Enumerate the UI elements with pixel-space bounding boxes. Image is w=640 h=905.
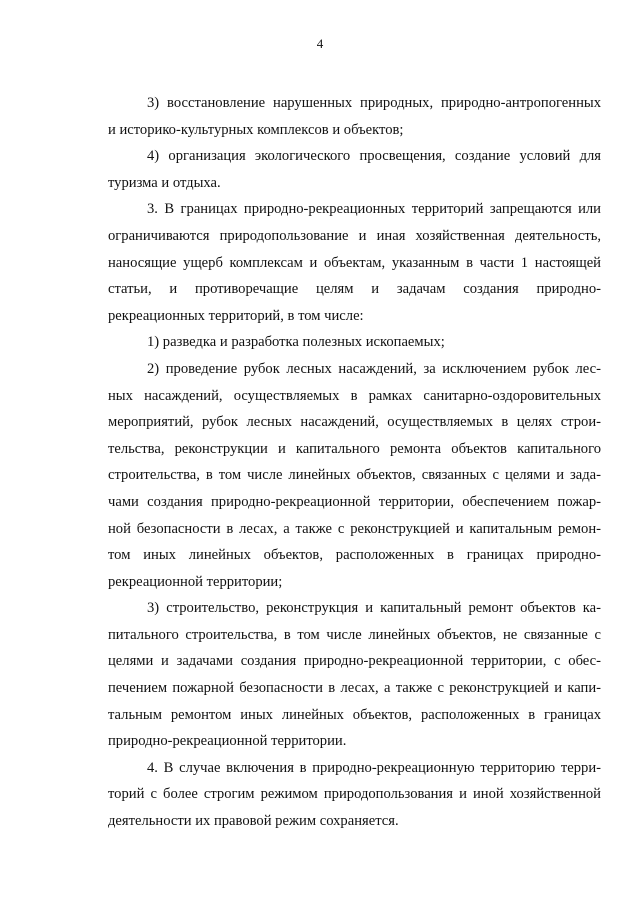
text-line: строительства, в том числе линейных объектов, связанных с целями и зада- — [108, 467, 601, 484]
text-line: том иных линейных объектов, расположенных в границах природно- — [108, 547, 601, 564]
text-line: туризма и отдыха. — [108, 174, 221, 191]
text-line: 1) разведка и разработка полезных ископаемых; — [147, 334, 445, 351]
paragraph-part-4 — [108, 755, 601, 835]
paragraph-subitem-2-logging — [108, 356, 601, 595]
text-line: статьи, и противоречащие целям и задачам создания природно- — [108, 281, 601, 298]
text-line: 3) восстановление нарушенных природных, природно-антропогенных — [147, 95, 601, 111]
text-line: 4. В случае включения в природно-рекреационную территорию терри- — [147, 759, 601, 776]
text-line: 2) проведение рубок лесных насаждений, за исключением рубок лес- — [147, 360, 601, 377]
text-line: тельства, реконструкции и капитального ремонта объектов капитального — [108, 440, 601, 457]
document-body — [108, 90, 601, 835]
text-line: торий с более строгим режимом природопользования и иной хозяйственной — [108, 786, 601, 803]
text-line: 3. В границах природно-рекреационных территорий запрещаются или — [147, 201, 601, 218]
text-line: мероприятий, рубок лесных насаждений, осуществляемых в целях строи- — [108, 414, 601, 431]
text-line: деятельности их правовой режим сохраняется. — [108, 813, 399, 830]
text-line: природно-рекреационной территории. — [108, 733, 347, 750]
text-line: наносящие ущерб комплексам и объектам, указанным в части 1 настоящей — [108, 254, 601, 271]
paragraph-part-3 — [108, 196, 601, 329]
text-line: ной безопасности в лесах, а также с реконструкцией и капитальным ремон- — [108, 520, 601, 537]
text-line: ных насаждений, осуществляемых в рамках санитарно-оздоровительных — [108, 387, 601, 404]
text-line: печением пожарной безопасности в лесах, а также с реконструкцией и капи- — [108, 680, 601, 697]
text-line: ограничиваются природопользование и иная хозяйственная деятельность, — [108, 227, 601, 244]
paragraph-subitem-3-construction — [108, 595, 601, 755]
text-line: чами создания природно-рекреационной территории, обеспечением пожар- — [108, 493, 601, 510]
text-line: целями и задачами создания природно-рекреационной территории, с обес- — [108, 653, 601, 670]
text-line: питального строительства, в том числе линейных объектов, не связанные с — [108, 626, 601, 643]
paragraph-item-4-education — [108, 143, 601, 196]
text-line: и историко-культурных комплексов и объектов; — [108, 121, 404, 138]
text-line: 4) организация экологического просвещения, создание условий для — [147, 148, 601, 165]
text-line: 3) строительство, реконструкция и капитальный ремонт объектов ка- — [147, 600, 601, 617]
page-number: 4 — [316, 36, 324, 51]
text-line: рекреационной территории; — [108, 573, 283, 590]
paragraph-item-3-restoration — [108, 90, 601, 143]
paragraph-subitem-1-mining — [108, 329, 601, 356]
text-line: тальным ремонтом иных линейных объектов, расположенных в границах — [108, 706, 601, 723]
text-line: рекреационных территорий, в том числе: — [108, 307, 364, 324]
